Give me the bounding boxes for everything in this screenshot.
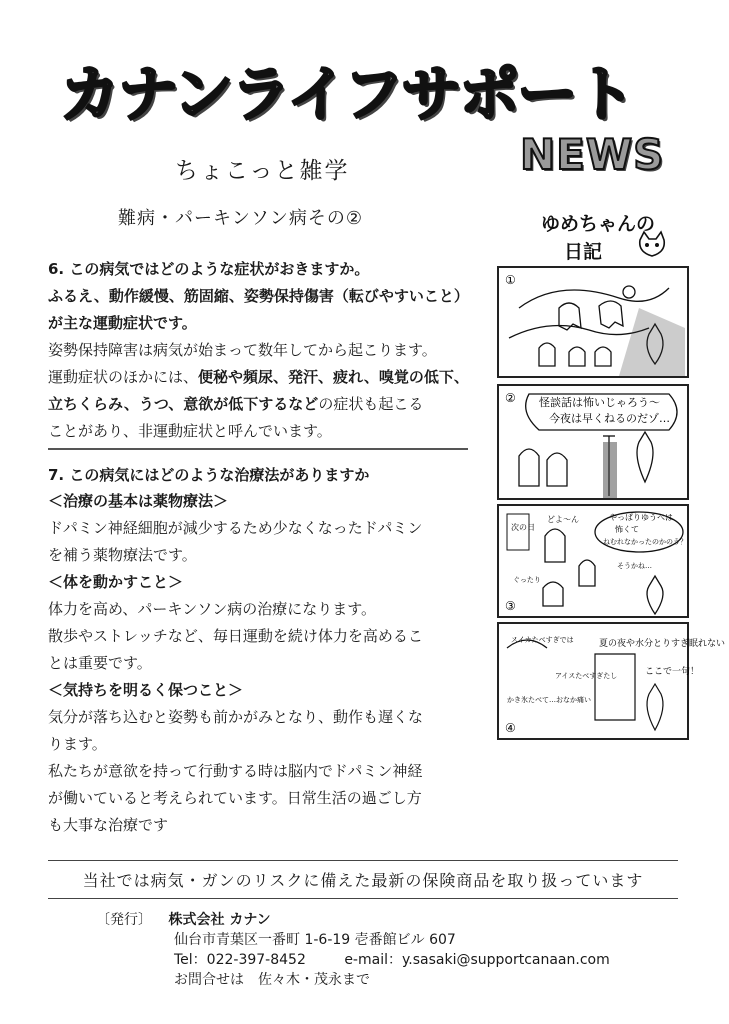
notice-top-rule xyxy=(48,860,678,861)
masthead-title: カナンライフサポート xyxy=(60,60,634,130)
answer-7-line: ります。 xyxy=(48,735,107,753)
comic-panel-3 xyxy=(497,504,689,618)
summer-haiku-icon xyxy=(507,640,663,730)
comic-title-line2: 日記 xyxy=(563,241,603,263)
comic-panel-2-art xyxy=(499,386,687,498)
comic-panel-2 xyxy=(497,384,689,500)
comic-title-line1: ゆめちゃんの xyxy=(540,213,656,235)
issuer-label: 〔発行〕 xyxy=(96,912,152,928)
notice-bottom-rule xyxy=(48,898,678,899)
answer-7-line: 散歩やストレッチなど、毎日運動を続け体力を高めるこ xyxy=(48,627,423,645)
issuer-row xyxy=(96,910,676,930)
company-name: 株式会社 カナン xyxy=(168,912,271,928)
contact-row xyxy=(96,950,676,970)
comic-panel-4-art xyxy=(499,624,726,738)
tired-pets-icon xyxy=(543,512,683,614)
answer-6-line: 立ちくらみ、うつ、意欲が低下するなどの症状も起こる xyxy=(48,395,424,413)
fox-head-icon xyxy=(640,232,665,256)
trivia-heading: ちょこっと雑学 xyxy=(175,158,350,184)
answer-7-line: も大事な治療です xyxy=(48,816,169,834)
panel-2-number: ② xyxy=(505,391,516,405)
comic-title xyxy=(528,206,673,266)
comic-panel-4 xyxy=(497,622,726,740)
panel-4-icecream: アイスたべすぎたし xyxy=(555,672,618,680)
panel-3-sfx-2: ぐったり xyxy=(513,576,541,584)
answer-6 xyxy=(48,283,478,445)
answer-7-line: を補う薬物療法です。 xyxy=(48,546,197,564)
panel-3-bubble-3: ねむれなかったのかのう？ xyxy=(603,538,687,546)
article-subtitle: 難病・パーキンソン病その② xyxy=(118,208,363,229)
answer-6-line: 姿勢保持障害は病気が始まって数年してから起こります。 xyxy=(48,341,437,359)
answer-7-line: 気分が落ち込むと姿勢も前かがみとなり、動作も遅くな xyxy=(48,708,424,726)
panel-2-bubble-2: 今夜は早くねるのだゾ… xyxy=(549,412,670,425)
answer-6-line: 運動症状のほかには、便秘や頻尿、発汗、疲れ、嗅覚の低下、 xyxy=(48,368,469,386)
section-divider xyxy=(48,448,468,450)
panel-2-bubble-1: 怪談話は怖いじゃろう〜 xyxy=(539,396,660,409)
panel-4-haiku: 夏の夜や水分とりすぎ眠れない xyxy=(599,639,726,649)
treatment-heading: ＜気持ちを明るく保つこと＞ xyxy=(48,681,244,699)
contact-persons: お問合せは 佐々木・茂永まで xyxy=(174,972,370,988)
comic-panel-1-art xyxy=(499,268,687,376)
panel-1-number: ① xyxy=(505,273,516,287)
panel-3-sfx: どよ〜ん xyxy=(547,515,579,524)
phone-number: Tel：022-397-8452 xyxy=(174,952,306,968)
email-address: e-mail：y.sasaki@supportcanaan.com xyxy=(344,952,610,968)
treatment-heading: ＜治療の基本は薬物療法＞ xyxy=(48,492,229,510)
news-label: NEWS xyxy=(520,130,665,179)
panel-4-watermelon: スイカたべすぎでは xyxy=(511,636,574,644)
answer-6-line: ことがあり、非運動症状と呼んでいます。 xyxy=(48,422,332,440)
panel-4-number: ④ xyxy=(505,721,516,735)
panel-4-shaved-ice: かき氷たべて…おなか痛い xyxy=(507,696,591,704)
answer-7-line: とは重要です。 xyxy=(48,654,152,672)
answer-7-line: 私たちが意欲を持って行動する時は脳内でドパミン神経 xyxy=(48,762,423,780)
insurance-notice: 当社では病気・ガンのリスクに備えた最新の保険商品を取り扱っています xyxy=(82,871,644,890)
publisher-info xyxy=(96,910,676,990)
comic-panel-1 xyxy=(497,266,689,378)
answer-7-line: ドパミン神経細胞が減少するため少なくなったドパミン xyxy=(48,519,423,537)
question-7: 7. この病気にはどのような治療法がありますか xyxy=(48,466,370,484)
answer-7-line: が働いていると考えられています。日常生活の過ごし方 xyxy=(48,789,422,807)
answer-6-line: が主な運動症状です。 xyxy=(48,314,197,332)
panel-4-announce: ここで一句！ xyxy=(645,667,700,677)
panel-3-small: そうかね… xyxy=(617,562,652,570)
panel-3-next-day: 次の日 xyxy=(511,523,535,532)
answer-6-line: ふるえ、動作緩慢、筋固縮、姿勢保持傷害（転びやすいこと） xyxy=(48,287,469,305)
answer-7 xyxy=(48,488,478,839)
panel-3-number: ③ xyxy=(505,599,516,613)
address: 仙台市青葉区一番町 1-6-19 壱番館ビル 607 xyxy=(174,932,456,948)
question-6: 6. この病気ではどのような症状がおきますか。 xyxy=(48,260,370,278)
comic-panel-3-art xyxy=(499,506,687,616)
answer-7-line: 体力を高め、パーキンソン病の治療になります。 xyxy=(48,600,377,618)
panel-3-bubble-2: 怖くて xyxy=(615,525,639,534)
storyteller-scene-icon xyxy=(519,394,677,496)
treatment-heading: ＜体を動かすこと＞ xyxy=(48,573,184,591)
panel-3-bubble-1: やっぱりゆうべは xyxy=(609,513,673,522)
